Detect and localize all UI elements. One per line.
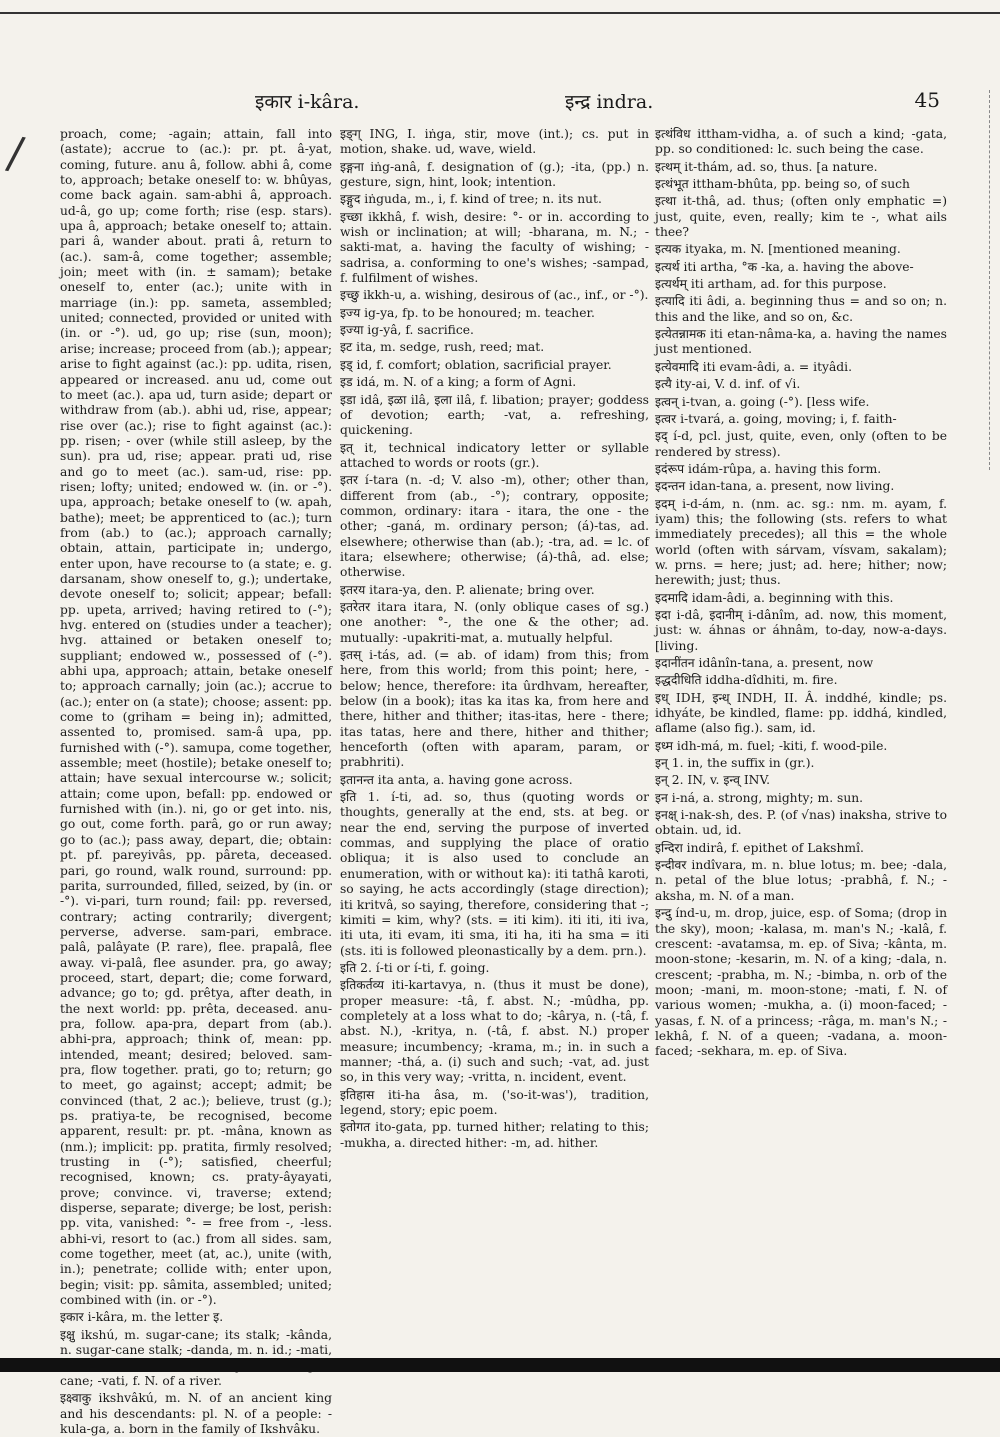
dictionary-entry: इड idá, m. N. of a king; a form of Agni.: [340, 375, 577, 390]
left-column: [60, 127, 332, 1437]
dictionary-entry: इत्येवमादि iti evam-âdi, a. = ityâdi.: [655, 359, 853, 374]
dictionary-entry: इदा i-dâ, इदानीम् i-dânîm, ad. now, this moment, just: w. áhnas or áhnâm, to-day, now-a-days. [living.: [655, 607, 947, 653]
margin-pencil-mark: /: [3, 127, 28, 180]
middle-column: [340, 127, 649, 1151]
dictionary-entry: इनक्ष् i-nak-sh, des. P. (of √nas) inaksha, strive to obtain. ud, id.: [655, 808, 947, 838]
dictionary-entry: इत्यादि iti âdi, a. beginning thus = and so on; n. this and the like, and so on, &c.: [655, 294, 947, 324]
dictionary-entry: इन् 2. IN, v. इन्व् INV.: [655, 773, 771, 788]
dictionary-entry: इन्दिरा indirâ, f. epithet of Lakshmî.: [655, 840, 864, 855]
dictionary-entry: इड् id, f. comfort; oblation, sacrificial prayer.: [340, 357, 612, 372]
dictionary-entry: इङ्ग् ING, I. iṅga, stir, move (int.); cs. put in motion, shake. ud, wave, wield.: [340, 127, 649, 157]
dictionary-entry: इदानींतन idânîn-tana, a. present, now: [655, 656, 874, 670]
dictionary-entry: इदंरूप idám-rûpa, a. having this form.: [655, 461, 882, 476]
dictionary-entry: इत्यै ity-ai, V. d. inf. of √i.: [655, 377, 801, 392]
dictionary-entry: इज्य ig-ya, fp. to be honoured; m. teacher.: [340, 305, 595, 320]
dictionary-entry: इत्थंभूत ittham-bhûta, pp. being so, of such: [655, 177, 910, 192]
dictionary-entry: इदन्तन idan-tana, a. present, now living.: [655, 479, 895, 494]
page-header: [60, 88, 940, 118]
dictionary-entry: इज्या ig-yâ, f. sacrifice.: [340, 323, 474, 338]
dictionary-entry: इत्वन् i-tvan, a. going (-°). [less wife.: [655, 394, 870, 409]
dictionary-entry: इत्यक ityaka, m. N. [mentioned meaning.: [655, 242, 901, 257]
dictionary-entry: इतिहास iti-ha âsa, m. ('so-it-was'), tradition, legend, story; epic poem.: [340, 1087, 649, 1117]
dictionary-entry: इतर í-tara (n. -d; V. also -m), other; other than, different from (ab., -°); contrary, opposite; common, ordinary: itara - itara, the one - the other; -ganá, m. ordinary person; (á)-tas, ad. elsewhere; otherwise than (ab.); -tra, ad. = lc. of itara; elsewhere; otherwise; (á)-thâ, ad. else; otherwise.: [340, 473, 649, 580]
dictionary-entry: इध्म idh-má, m. fuel; -kiti, f. wood-pile.: [655, 738, 888, 753]
dictionary-entry: इतरय itara-ya, den. P. alienate; bring over.: [340, 582, 595, 597]
dictionary-entry: इतानन्त ita anta, a. having gone across.: [340, 772, 573, 787]
dictionary-entry: इद् í-d, pcl. just, quite, even, only (often to be rendered by stress).: [655, 429, 947, 459]
dictionary-entry: इतिकर्तव्य iti-kartavya, n. (thus it must be done), proper measure: -tâ, f. abst. N.; -mûdha, pp. completely at a loss what to do; -kârya, n. (-tâ, f. abst. N.), -kritya, n. (-tâ, f. abst. N.) proper measure; incumbency; -krama, m.; in. in such a manner; -thá, a. (i) such and such; -vat, ad. just so, in this very way; -vritta, n. incident, event.: [340, 978, 649, 1085]
scan-edge-marks: [989, 90, 996, 470]
page-number: 45: [914, 88, 940, 112]
page-top-rule: [0, 12, 1000, 14]
dictionary-entry: इदम् i-d-ám, n. (nm. ac. sg.: nm. m. ayam, f. iyam) this; the following (sts. refers to what immediately precedes); all this = the whole world (often with sárvam, vísvam, sakalam); w. prns. = here; just; ad. here; hither; now; herewith; just; thus.: [655, 496, 947, 588]
right-guide-word: इन्द्र indra.: [565, 91, 654, 113]
dictionary-entry: इतरेतर itara itara, N. (only oblique cases of sg.) one another: °-, the one & the other; ad. mutually: -upakriti-mat, a. mutually helpful.: [340, 599, 649, 645]
dictionary-entry: इत्यर्थ iti artha, °क -ka, a. having the above-: [655, 259, 914, 274]
dictionary-entry: इच्छु ikkh-u, a. wishing, desirous of (ac., inf., or -°).: [340, 288, 649, 303]
dictionary-entry: इत्वर i-tvará, a. going, moving; i, f. faith-: [655, 411, 897, 426]
dictionary-entry: इत्येतन्नामक iti etan-nâma-ka, a. having the names just mentioned.: [655, 327, 947, 357]
dictionary-entry: इत्यर्थम् iti artham, ad. for this purpose.: [655, 277, 887, 292]
dictionary-entry: इन i-ná, a. strong, mighty; m. sun.: [655, 790, 864, 805]
page-bottom-bar: [0, 1358, 1000, 1372]
dictionary-entry: इध् IDH, इन्ध् INDH, II. Â. inddhé, kindle; ps. idhyáte, be kindled, flame: pp. iddhá, kindled, aflame (also fig.). sam, id.: [655, 690, 947, 736]
dictionary-entry: इतोगत ito-gata, pp. turned hither; relating to this; -mukha, a. directed hither: -m, ad. hither.: [340, 1120, 649, 1150]
dictionary-entry: इच्छा ikkhâ, f. wish, desire: °- or in. according to wish or inclination; at will; -bharana, m. N.; -sakti-mat, a. having the faculty of wishing; -sadrisa, a. conforming to one's wishes; -sampad, f. fulfilment of wishes.: [340, 209, 649, 286]
dictionary-entry: इकार i-kâra, m. the letter इ.: [60, 1310, 224, 1325]
dictionary-entry: इत्थम् it-thám, ad. so, thus. [a nature.: [655, 159, 878, 174]
dictionary-entry: इति 1. í-ti, ad. so, thus (quoting words or thoughts, generally at the end, sts. at beg. or near the end, serving the purpose of inverted commas, and supplying the place of oratio obliqua; it is also used to conclude an enumeration, with or without ka): iti tathâ karoti, so saying, he acts accordingly (stage direction); iti kritvâ, so saying, therefore, considering that -; kimiti = kim, why? (sts. = iti kim). iti iti, iti iva, iti uta, iti evam, iti sma, iti ha, iti ha sma = iti (sts. iti is followed pleonastically by a dem. prn.).: [340, 790, 649, 958]
dictionary-entry: इन्दु índ-u, m. drop, juice, esp. of Soma; (drop in the sky), moon; -kalasa, m. man's N.; -kalâ, f. crescent: -avatamsa, m. ep. of Siva; -kânta, m. moon-stone; -kesarin, m. N. of a king; -dala, n. crescent; -prabha, m. N.; -bimba, n. orb of the moon; -mani, m. moon-stone; -mati, f. N. of various women; -mukha, a. (i) moon-faced; -yasas, f. N. of a princess; -râga, m. man's N.; -lekhâ, f. N. of a queen; -vadana, a. moon-faced; -sekhara, m. ep. of Siva.: [655, 906, 947, 1059]
dictionary-entry: इत्था it-thâ, ad. thus; (often only emphatic =) just, quite, even, really; kim te -, what ails thee?: [655, 194, 947, 240]
dictionary-entry: इङ्गुद iṅguda, m., i, f. kind of tree; n. its nut.: [340, 192, 602, 207]
dictionary-entry: इत्थंविध ittham-vidha, a. of such a kind; -gata, pp. so conditioned: lc. such being the case.: [655, 127, 947, 157]
dictionary-entry: proach, come; -again; attain, fall into (astate); accrue to (ac.): pr. pt. â-yat, coming, future. anu â, follow. abhi â, come to, approach; betake oneself to: w. bhûyas, come back again. sam-abhi â, approach. ud-â, go up; come forth; rise (esp. stars). upa â, approach; betake oneself to; attain. pari â, wander about. prati â, return to (ac.). sam-â, come together; assemble; join; meet with (in. ± samam); betake oneself to, enter (ac.); unite with in marriage (in.): pp. sameta, assembled; united; connected, provided or united with (in. or -°). ud, go up; rise (sun, moon); arise; increase; proceed from (ab.); appear; arise to fight against (ac.): pp. udita, risen, appeared or increased. anu ud, come out to meet (ac.). apa ud, turn aside; depart or withdraw from (ab.). abhi ud, rise, appear; rise over (ac.); rise to fight against (ac.): pp. risen; - over (while still asleep, by the sun). pra ud, rise; appear. prati ud, rise and go to meet (ac.). sam-ud, rise: pp. risen; lofty; united; endowed w. (in. or -°). upa, approach; betake oneself to (w. apah, bathe); meet; be apprenticed to (ac.); turn from (ab.) to (ac.); approach carnally; obtain, attain, participate in; undergo, enter upon, have recourse to (a state; e. g. darsanam, show oneself to, g.); undertake, devote oneself to; solicit; appear; befall: pp. upeta, arrived; having retired to (-°); hvg. entered on (studies under a teacher); hvg. attained or betaken oneself to; suppliant; endowed w., possessed of (-°). abhi upa, approach; attain, betake oneself to; approach carnally; join (ac.); accrue to (ac.); enter on (a state); choose; assent: pp. come to (griham = being in); admitted, assented to, promised. sam-â upa, pp. furnished with (-°). samupa, come together, assemble; meet (hostile); betake oneself to; attain; have sexual intercourse w.; solicit; attain; come upon, befall: pp. endowed or furnished with (in.). ni, go or get into. nis, go out, come forth. parâ, go or run away; go to (ac.); pass away, depart, die; obtain: pt. pf. pareyivâs, pp. pâreta, deceased. pari, go round, walk round, surround: pp. parita, surrounded, filled, seized, by (in. or -°). vi-pari, turn round; fail: pp. reversed, contrary; acting contrarily; divergent; perverse, adverse. sam-pari, embrace. palâ, palâyate (P. rare), flee. prapalâ, flee away. vi-palâ, flee asunder. pra, go away; proceed, start, depart; die; come forward, advance; go to; gd. prêtya, after death, in the next world: pp. prêta, deceased. anu-pra, follow. apa-pra, depart from (ab.). abhi-pra, approach; think of, mean: pp. intended, meant; desired; beloved. sam-pra, flow together. prati, go to; return; go to meet, go against; accept; admit; be convinced (that, 2 ac.); believe, trust (g.); ps. pratiya-te, be recognised, become apparent, result: pr. pt. -mâna, known as (nm.); implicit: pp. pratita, firmly resolved; trusting in (-°); satisfied, cheerful; recognised, known; cs. praty-âyayati, prove; convince. vi, traverse; extend; disperse, separate; diverge; be lost, perish: pp. vita, vanished: °- = free from -, -less. abhi-vi, resort to (ac.) from all sides. sam, come together, meet (at, ac.), unite (with, in.); penetrate; collide with; enter upon, begin; visit: pp. sâmita, assembled; united; combined with (in. or -°).: [60, 127, 332, 1308]
dictionary-entry: इत् it, technical indicatory letter or syllable attached to words or roots (gr.).: [340, 440, 649, 470]
left-guide-word: इकार i-kâra.: [255, 91, 360, 113]
dictionary-entry: इद्धदीधिति iddha-dîdhiti, m. fire.: [655, 673, 838, 688]
dictionary-entry: इदमादि idam-âdi, a. beginning with this.: [655, 590, 894, 605]
right-column: [655, 127, 947, 1060]
dictionary-entry: इट ita, m. sedge, rush, reed; mat.: [340, 340, 545, 355]
dictionary-entry: इति 2. í-ti or í-ti, f. going.: [340, 960, 490, 975]
dictionary-entry: इतस् i-tás, ad. (= ab. of idam) from this; from here, from this world; from this point; here, - below; hence, therefore: ita ûrdhvam, hereafter, below (in a book); itas ka itas ka, from here and there, hither and thither; itas-itas, here - there; itas tatas, here and there, hither and thither; henceforth (often with aparam, param, or prabhriti).: [340, 648, 649, 770]
dictionary-entry: इडा idâ, इळा ilâ, इला ilâ, f. libation; prayer; goddess of devotion; earth; -vat, a. refreshing, quickening.: [340, 392, 649, 438]
dictionary-entry: इक्षु ikshú, m. sugar-cane; its stalk; -kânda, n. sugar-cane stalk; -danda, m. n. id.; -mati, cane; -vati, f. N. of a river.: [60, 1327, 332, 1388]
dictionary-entry: इक्ष्वाकु ikshvâkú, m. N. of an ancient king and his descendants: pl. N. of a people: -kula-ga, a. born in the family of Ikshvâku.: [60, 1391, 332, 1436]
dictionary-entry: इन् 1. in, the suffix in (gr.).: [655, 756, 815, 771]
dictionary-entry: इन्दीवर indîvara, m. n. blue lotus; m. bee; -dala, n. petal of the blue lotus; -prabhâ, f. N.; -aksha, m. N. of a man.: [655, 858, 947, 903]
dictionary-entry: इङ्गना iṅg-anâ, f. designation of (g.); -ita, (pp.) n. gesture, sign, hint, look; intention.: [340, 159, 649, 190]
